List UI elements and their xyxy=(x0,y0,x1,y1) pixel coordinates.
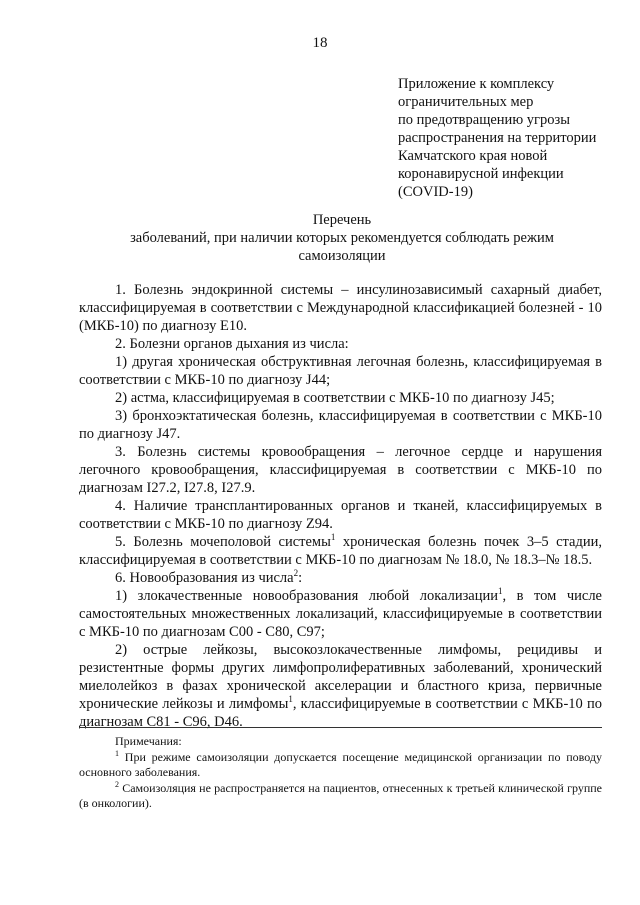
appendix-line: Камчатского края новой xyxy=(398,148,548,164)
appendix-line: Приложение к комплексу xyxy=(398,76,555,92)
list-item: 3. Болезнь системы кровообращения – легочное сердце и нарушения легочного кровообращения, классифицируемая в соответствии с МКБ-10 по диагнозам I27.2, I27.8, I27.9. xyxy=(79,444,602,496)
appendix-line: по предотвращению угрозы xyxy=(398,112,570,128)
list-item: 1. Болезнь эндокринной системы – инсулинозависимый сахарный диабет, классифицируемая в соответствии с Международной классификацией болезней - 10 (МКБ-10) по диагнозу Е10. xyxy=(79,282,602,334)
list-item: 4. Наличие трансплантированных органов и тканей, классифицируемых в соответствии с МКБ-10 по диагнозу Z94. xyxy=(79,498,602,532)
appendix-line: коронавирусной инфекции xyxy=(398,166,564,182)
appendix-line: ограничительных мер xyxy=(398,94,534,110)
footnotes xyxy=(79,734,602,812)
list-subitem: 2) астма, классифицируемая в соответствии с МКБ-10 по диагнозу J45; xyxy=(115,390,555,406)
footnote-marker: 2 xyxy=(115,779,119,789)
list-item xyxy=(79,533,602,569)
footnote-text: При режиме самоизоляции допускается посещение медицинской организации по поводу основного заболевания. xyxy=(79,749,602,779)
item-text: 6. Новообразования из числа xyxy=(115,570,294,586)
list-item xyxy=(79,569,602,587)
document-subtitle-line: заболеваний, при наличии которых рекомендуется соблюдать режим xyxy=(130,230,554,246)
page-number: 18 xyxy=(312,35,328,51)
footnote-text: Самоизоляция не распространяется на пациентов, отнесенных к третьей клинической группе (в онкологии). xyxy=(79,780,602,810)
list-subitem xyxy=(79,587,602,641)
document-title-block xyxy=(82,211,602,265)
footnote-ref: 1 xyxy=(330,532,336,543)
item-text: , классифицируемые в соответствии с МКБ-10 по диагнозам С81 - С96, D46. xyxy=(79,696,602,730)
footnote xyxy=(79,781,602,812)
footnote-marker: 1 xyxy=(115,748,119,758)
footnotes-heading: Примечания: xyxy=(115,734,182,748)
item-text: : xyxy=(298,570,303,586)
footnote-separator xyxy=(79,727,602,728)
list-subitem: 3) бронхоэктатическая болезнь, классифицируемая в соответствии с МКБ-10 по диагнозу J47. xyxy=(79,408,602,442)
footnote-ref: 2 xyxy=(293,568,299,579)
list-subitem xyxy=(79,641,602,731)
appendix-line: (COVID-19) xyxy=(398,184,473,200)
footnote xyxy=(79,750,602,781)
item-text: 5. Болезнь мочеполовой системы xyxy=(115,534,331,550)
list-subitem: 1) другая хроническая обструктивная легочная болезнь, классифицируемая в соответствии с МКБ-10 по диагнозу J44; xyxy=(79,354,602,388)
list-item: 2. Болезни органов дыхания из числа: xyxy=(115,336,349,352)
item-text: , в том числе самостоятельных множественных локализаций, классифицируемые в соответствии с МКБ-10 по диагнозам С00 - С80, С97; xyxy=(79,588,602,640)
document-subtitle-line: самоизоляции xyxy=(298,248,386,264)
footnote-ref: 1 xyxy=(498,586,503,597)
item-text: хроническая болезнь почек 3–5 стадии, классифицируемая в соответствии с МКБ-10 по диагнозам № 18.0, № 18.3–№ 18.5. xyxy=(79,534,602,568)
document-title: Перечень xyxy=(312,212,372,228)
appendix-line: распространения на территории xyxy=(398,130,597,146)
item-text: 2) острые лейкозы, высокозлокачественные лимфомы, рецидивы и резистентные формы других лимфопролиферативных заболеваний, хронический миелолейкоз в фазах хронической акселерации и бластного криза, первичные хронические лейкозы и лимфомы xyxy=(79,642,602,712)
appendix-heading xyxy=(398,75,628,201)
footnote-ref: 1 xyxy=(288,694,293,705)
disease-list xyxy=(79,281,602,731)
item-text: 1) злокачественные новообразования любой локализации xyxy=(115,588,499,604)
